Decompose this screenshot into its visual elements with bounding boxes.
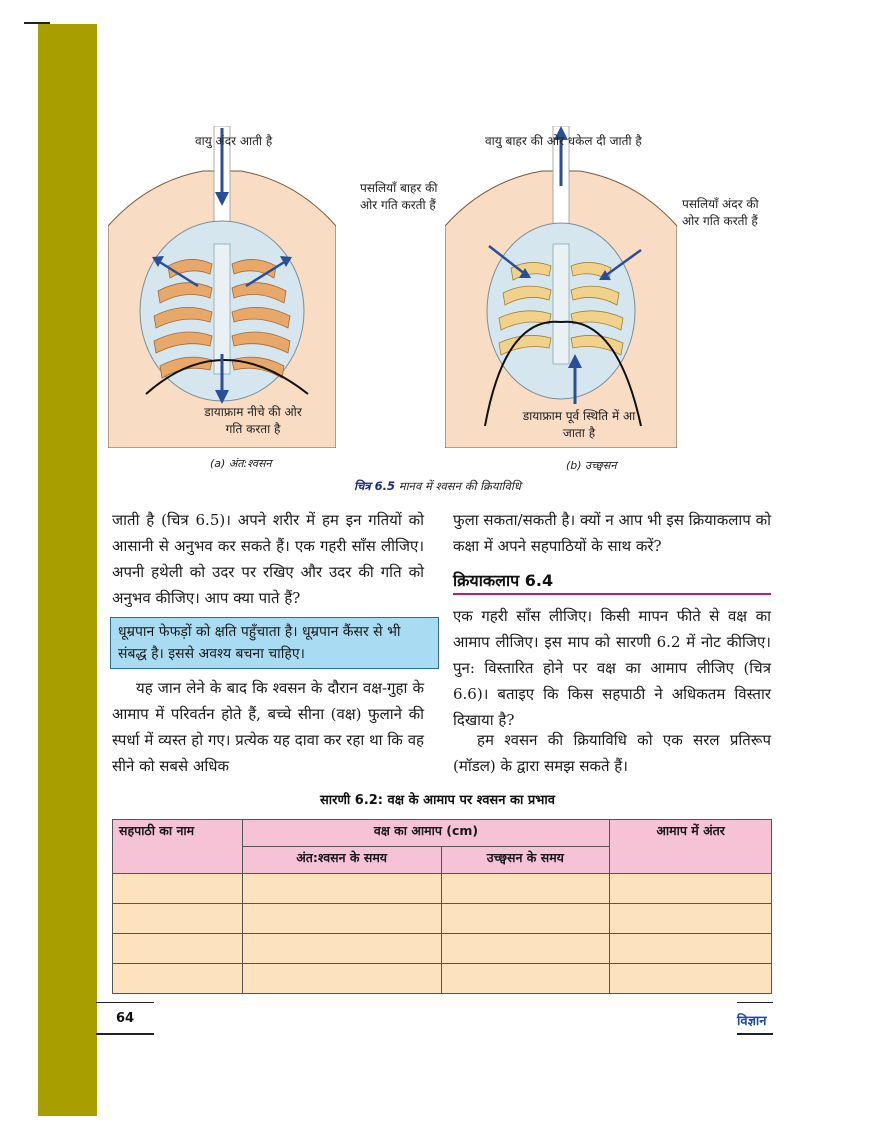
header-chest-size: वक्ष का आमाप (cm) [242,820,609,847]
table-row [113,934,772,964]
left-paragraph-1: जाती है (चित्र 6.5)। अपने शरीर में हम इन गतियों को आसानी से अनुभव कर सकते हैं। एक गहरी साँस लीजिए। अपनी हथेली को उदर पर रखिए और उदर की गति को अनुभव कीजिए। आप क्या पाते हैं? [112,511,424,607]
header-exhalation: उच्छ्वसन के समय [441,847,610,874]
table-cell [113,934,243,964]
table-cell [610,934,772,964]
right-paragraph-1: फुला सकता/सकती है। क्यों न आप भी इस क्रियाकलाप को कक्षा में अपने सहपाठियों के साथ करें? [453,511,771,555]
table-cell [610,964,772,994]
label-diaphragm-back: डायाफ्राम पूर्व स्थिति में आ जाता है [522,409,636,440]
right-paragraph-3: हम श्वसन की क्रियाविधि को एक सरल प्रतिरूप (मॉडल) के द्वारा समझ सकते हैं। [453,731,771,775]
left-paragraph-2: यह जान लेने के बाद कि श्वसन के दौरान वक्ष-गुहा के आमाप में परिवर्तन होते हैं, बच्चे सीना (वक्ष) फुलाने की स्पर्धा में व्यस्त हो गए। प्रत्येक यह दावा कर रहा था कि वह सीने को सबसे अधिक [112,679,424,775]
label-ribs-in: पसलियाँ अंदर की ओर गति करती हैं [682,197,759,228]
figure-caption-number: चित्र 6.5 [354,479,396,493]
label-air-in: वायु अंदर आती है [195,134,273,148]
exhalation-illustration [445,126,677,448]
header-inhalation: अंत:श्वसन के समय [242,847,441,874]
header-size-difference: आमाप में अंतर [610,820,772,874]
figure-caption-text: मानव में श्वसन की क्रियाविधि [398,479,521,493]
side-color-bar [38,24,97,1116]
table-cell [441,964,610,994]
running-title: विज्ञान [737,1014,767,1029]
right-paragraph-2: एक गहरी साँस लीजिए। किसी मापन फीते से वक्ष का आमाप लीजिए। इस माप को सारणी 6.2 में नोट कीजिए। पुन: विस्तारित होने पर वक्ष का आमाप लीजिए (चित्र 6.6)। बताइए कि किस सहपाठी ने अधिकतम विस्तार दिखाया है? [453,607,771,729]
table-row [113,964,772,994]
table-cell [441,874,610,904]
table-cell [610,904,772,934]
inhalation-illustration [108,126,336,448]
footer-rule-left-top [96,1002,154,1003]
figure-inhalation [108,126,336,448]
table-row [113,874,772,904]
table-cell [242,904,441,934]
activity-heading: क्रियाकलाप 6.4 [453,571,554,590]
footer-rule-right-bottom [737,1033,773,1035]
subcaption-a: (a) अंत:श्वसन [210,457,272,470]
subcaption-b: (b) उच्छ्वसन [566,459,617,472]
chest-size-table [112,819,772,994]
footer-rule-left-bottom [96,1033,154,1035]
figure-caption [0,479,875,494]
label-air-out: वायु बाहर की ओर धकेल दी जाती है [485,134,642,148]
table-cell [242,964,441,994]
header-classmate-name: सहपाठी का नाम [113,820,243,874]
smoking-note-box: धूम्रपान फेफड़ों को क्षति पहुँचाता है। धूम्रपान कैंसर से भी संबद्ध है। इससे अवश्य बचना चाहिए। [110,617,439,669]
table-cell [113,904,243,934]
figure-exhalation [445,126,677,448]
table-cell [113,874,243,904]
table-cell [441,904,610,934]
table-cell [242,934,441,964]
table-cell [242,874,441,904]
table-header-row [113,820,772,847]
page-number: 64 [116,1011,135,1026]
table-cell [610,874,772,904]
label-ribs-out: पसलियाँ बाहर की ओर गति करती हैं [360,181,438,212]
table-title: सारणी 6.2: वक्ष के आमाप पर श्वसन का प्रभाव [320,793,555,808]
label-diaphragm-down: डायाफ्राम नीचे की ओर गति करता है [204,405,302,436]
table-row [113,904,772,934]
footer-rule-right-top [737,1002,773,1003]
table-cell [113,964,243,994]
activity-underline [453,593,771,595]
table-cell [441,934,610,964]
